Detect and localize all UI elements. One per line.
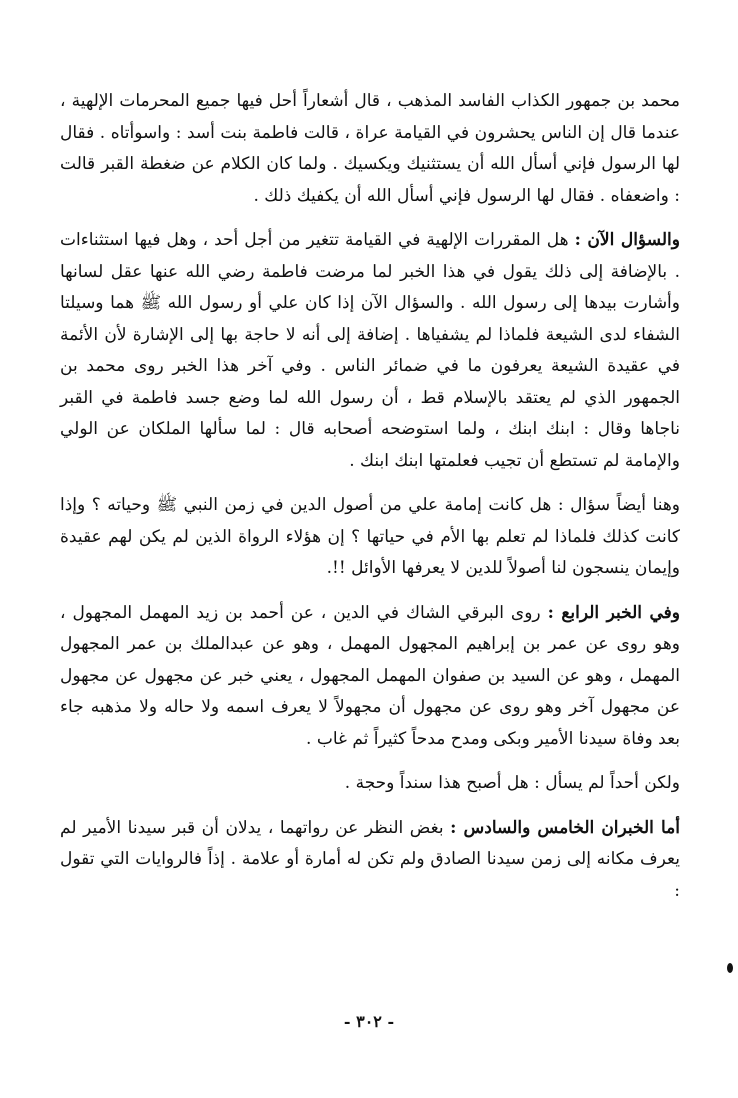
paragraph-4 xyxy=(60,598,680,756)
paragraph-6 xyxy=(60,813,680,908)
page-body xyxy=(60,86,680,907)
scan-speck xyxy=(727,963,733,973)
paragraph-2-text: هل المقررات الإلهية في القيامة تتغير من أجل أحد ، وهل فيها استثناءات . بالإضافة إلى ذلك يقول في هذا الخبر لما مرضت فاطمة رضي الله عنها عقل لسانها وأشارت بيدها إلى رسول الله . والسؤال الآن إذا كان علي أو رسول الله ﷺ هما وسيلتا الشفاء لدى الشيعة فلماذا لم يشفياها . إضافة إلى أنه لا حاجة بها إلى الإشارة لأن الأئمة في عقيدة الشيعة يعرفون ما في ضمائر الناس . وفي آخر هذا الخبر روى محمد بن الجمهور الذي لم يعتقد بالإسلام قط ، أن رسول الله لما وضع جسد فاطمة في القبر ناجاها وقال : ابنك ابنك ، ولما استوضحه أصحابه قال : لما سألها الملكان عن الولي والإمامة لم تستطع أن تجيب فعلمتها ابنك ابنك . xyxy=(60,230,680,471)
paragraph-4-lead: وفي الخبر الرابع : xyxy=(547,602,680,623)
paragraph-6-lead: أما الخبران الخامس والسادس : xyxy=(450,817,681,838)
paragraph-5 xyxy=(60,768,680,800)
paragraph-3 xyxy=(60,490,680,585)
paragraph-6-text: بغض النظر عن رواتهما ، يدلان أن قبر سيدنا الأمير لم يعرف مكانه إلى زمن سيدنا الصادق ولم تكن له أمارة أو علامة . إذاً فالروايات التي تقول : xyxy=(60,817,680,901)
paragraph-1-text: محمد بن جمهور الكذاب الفاسد المذهب ، قال أشعاراً أحل فيها جميع المحرمات الإلهية ، عندما قال إن الناس يحشرون في القيامة عراة ، قالت فاطمة بنت أسد : واسوأتاه . فقال لها الرسول فإني أسأل الله أن يستثنيك ويكسيك . ولما كان الكلام عن ضغطة القبر قالت : واضعفاه . فقال لها الرسول فإني أسأل الله أن يكفيك ذلك . xyxy=(60,91,680,206)
paragraph-2 xyxy=(60,225,680,477)
paragraph-3-text: وهنا أيضاً سؤال : هل كانت إمامة علي من أصول الدين في زمن النبي ﷺ وحياته ؟ وإذا كانت كذلك فلماذا لم تعلم بها الأم في حياتها ؟ إن هؤلاء الرواة الذين لم يكن لهم عقيدة وإيمان ينسجون لنا أصولاً للدين لا يعرفها الأوائل !!. xyxy=(60,495,680,578)
paragraph-5-text: ولكن أحداً لم يسأل : هل أصبح هذا سنداً وحجة . xyxy=(344,773,680,793)
paragraph-2-lead: والسؤال الآن : xyxy=(574,230,680,250)
paragraph-1 xyxy=(60,86,680,212)
page-number: - ٣٠٢ - xyxy=(343,1012,395,1031)
paragraph-4-text: روى البرقي الشاك في الدين ، عن أحمد بن زيد المهمل المجهول ، وهو روى عن عمر بن إبراهيم المجهول المهمل ، وهو عن عبدالملك بن عمر المجهول المهمل ، وهو عن السيد بن صفوان المهمل المجهول ، يعني خبر عن مجهول عن مجهول عن مجهول آخر وهو روى عن مجهول أن مجهولاً لا يعرف اسمه ولا حاله ولا مذهبه جاء بعد وفاة سيدنا الأمير وبكى ومدح مدحاً كثيراً ثم غاب . xyxy=(60,602,680,749)
